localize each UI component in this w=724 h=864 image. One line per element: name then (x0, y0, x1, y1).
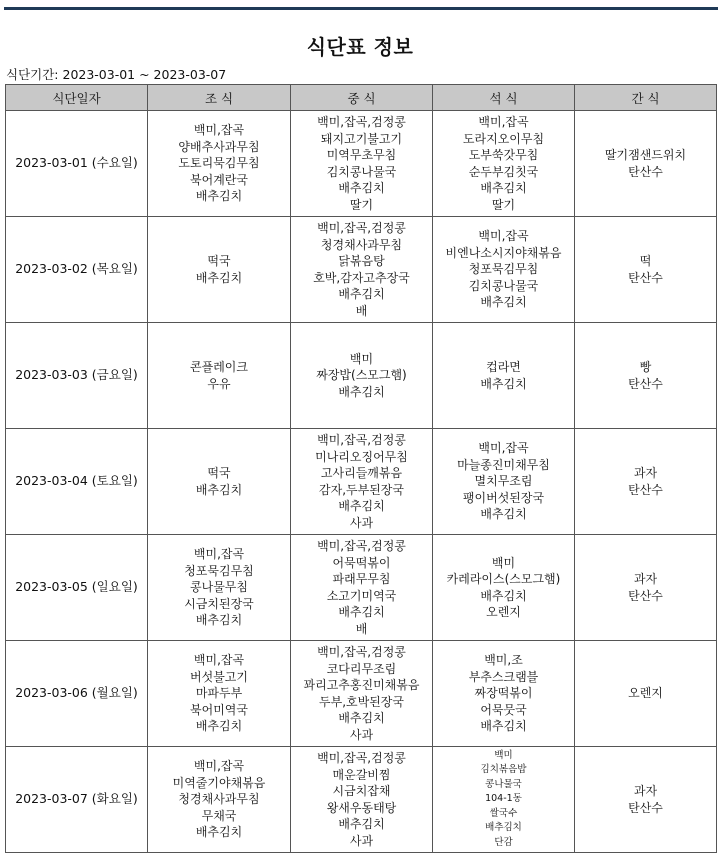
table-row (6, 111, 717, 217)
meal-date: 2023-03-07 (화요일) (6, 747, 148, 853)
cell-breakfast (148, 429, 291, 535)
lunch-item: 호박,감자고추장국 (313, 270, 410, 285)
snack-item: 탄산수 (628, 482, 663, 497)
header-dinner: 석 식 (433, 85, 575, 111)
table-row (6, 217, 717, 323)
lunch-item: 코다리무조림 (326, 661, 397, 676)
breakfast-item: 배추김치 (195, 613, 243, 628)
cell-breakfast (148, 535, 291, 641)
cell-dinner (433, 429, 575, 535)
breakfast-item: 마파두부 (195, 686, 243, 701)
lunch-item: 꽈리고추홍진미채볶음 (303, 678, 420, 692)
lunch-item: 어묵떡볶이 (332, 555, 391, 570)
header-breakfast: 조 식 (148, 85, 291, 111)
cell-breakfast (148, 217, 291, 323)
cell-dinner (433, 535, 575, 641)
cell-dinner (433, 111, 575, 217)
cell-lunch (291, 217, 433, 323)
cell-dinner (433, 217, 575, 323)
dinner-item: 배추김치 (480, 719, 527, 734)
lunch-item: 딸기 (349, 197, 374, 212)
table-header-row (6, 85, 717, 111)
cell-snack (575, 641, 717, 747)
lunch-item: 배추김치 (338, 711, 385, 725)
dinner-item: 백미,잡곡 (478, 441, 529, 456)
breakfast-item: 북어계란국 (190, 172, 248, 187)
header-snack: 간 식 (575, 85, 717, 111)
dinner-item: 배추김치 (480, 181, 527, 195)
cell-lunch (291, 429, 433, 535)
snack-item: 탄산수 (628, 270, 663, 285)
breakfast-item: 버섯불고기 (190, 669, 248, 684)
lunch-item: 미나리오징어무침 (315, 449, 408, 464)
cell-dinner (433, 747, 575, 853)
lunch-item: 사과 (349, 727, 374, 742)
breakfast-item: 도토리묵김무침 (178, 156, 260, 171)
cell-breakfast (148, 323, 291, 429)
dinner-item: 컵라면 (486, 360, 521, 374)
lunch-item: 백미,잡곡,검정콩 (317, 645, 406, 659)
page-title: 식단표 정보 (306, 35, 414, 59)
snack-item: 과자 (633, 466, 658, 480)
cell-snack (575, 111, 717, 217)
dinner-item: 카레라이스(스모그햄) (446, 572, 561, 586)
breakfast-item: 콘플레이크 (190, 360, 248, 374)
lunch-item: 배추김치 (338, 817, 385, 831)
snack-item: 과자 (633, 784, 658, 798)
lunch-item: 왕새우동태탕 (326, 800, 397, 815)
cell-breakfast (148, 641, 291, 747)
lunch-item: 배추김치 (338, 499, 385, 513)
breakfast-item: 북어미역국 (190, 702, 248, 717)
snack-item: 과자 (633, 572, 658, 586)
cell-lunch (291, 641, 433, 747)
meal-date: 2023-03-01 (수요일) (6, 111, 148, 217)
breakfast-item: 떡국 (207, 466, 231, 480)
cell-lunch (291, 535, 433, 641)
dinner-item: 백미,잡곡 (478, 115, 529, 129)
breakfast-item: 백미,잡곡 (193, 653, 245, 668)
lunch-item: 매운갈비찜 (332, 767, 391, 782)
breakfast-item: 무채국 (201, 808, 237, 823)
lunch-item: 청경채사과무침 (320, 237, 403, 252)
dinner-item: 백미 (491, 555, 516, 570)
dinner-item: 멸치무조림 (474, 474, 533, 489)
breakfast-item: 배추김치 (195, 825, 243, 840)
snack-item: 딸기잼샌드위치 (604, 148, 687, 162)
snack-item: 탄산수 (628, 588, 663, 603)
dinner-item: 어묵뭇국 (480, 702, 527, 717)
cell-dinner (433, 641, 575, 747)
lunch-item: 두부,호박된장국 (319, 694, 404, 709)
lunch-item: 배추김치 (338, 384, 385, 399)
lunch-item: 사과 (349, 515, 374, 530)
dinner-item: 딸기 (491, 197, 516, 212)
breakfast-item: 양배추사과무침 (178, 139, 260, 154)
cell-snack (575, 535, 717, 641)
dinner-item: 백미,조 (484, 653, 523, 668)
lunch-item: 배추김치 (338, 287, 385, 301)
lunch-item: 배추김치 (338, 605, 385, 619)
dinner-item: 배추김치 (480, 295, 527, 310)
cell-snack (575, 429, 717, 535)
dinner-item: 104-1동 (485, 793, 522, 805)
dinner-item: 백미 (494, 749, 513, 761)
dinner-item: 도부쑥갓무침 (468, 148, 539, 162)
lunch-item: 고사리들깨볶음 (320, 466, 403, 480)
lunch-item: 백미,잡곡,검정콩 (317, 433, 406, 447)
header-date: 식단일자 (6, 85, 148, 111)
cell-lunch (291, 111, 433, 217)
breakfast-item: 청경채사과무침 (178, 792, 260, 807)
table-row (6, 535, 717, 641)
meal-date: 2023-03-05 (일요일) (6, 535, 148, 641)
dinner-item: 배추김치 (485, 822, 522, 834)
lunch-item: 소고기미역국 (326, 588, 397, 603)
lunch-item: 짜장밥(스모그햄) (316, 368, 407, 383)
dinner-item: 오렌지 (486, 605, 521, 619)
lunch-item: 시금치잡채 (332, 784, 391, 798)
lunch-item: 백미 (349, 351, 374, 366)
breakfast-item: 미역줄기야채볶음 (172, 775, 266, 790)
dinner-item: 짜장떡볶이 (474, 686, 533, 701)
table-row (6, 429, 717, 535)
lunch-item: 감자,두부된장국 (319, 482, 404, 497)
breakfast-item: 청포묵김무침 (184, 563, 254, 578)
dinner-item: 순두부김칫국 (468, 164, 539, 179)
table-row (6, 323, 717, 429)
breakfast-item: 배추김치 (195, 482, 243, 497)
breakfast-item: 배추김치 (195, 270, 243, 285)
cell-breakfast (148, 747, 291, 853)
lunch-item: 백미,잡곡,검정콩 (317, 115, 406, 129)
cell-lunch (291, 323, 433, 429)
dinner-item: 비엔나소시지야채볶음 (445, 245, 562, 260)
snack-item: 떡 (639, 254, 652, 268)
meal-table (5, 84, 717, 853)
lunch-item: 파래무무침 (332, 572, 391, 586)
meal-date: 2023-03-02 (목요일) (6, 217, 148, 323)
dinner-item: 마늘종진미채무침 (457, 457, 550, 472)
breakfast-item: 시금치된장국 (184, 596, 254, 611)
cell-lunch (291, 747, 433, 853)
lunch-item: 백미,잡곡,검정콩 (317, 221, 406, 235)
breakfast-item: 떡국 (207, 254, 231, 268)
breakfast-item: 백미,잡곡 (193, 759, 245, 774)
snack-item: 탄산수 (628, 800, 663, 815)
dinner-item: 팽이버섯된장국 (462, 490, 545, 505)
dinner-item: 부추스크램블 (468, 669, 539, 684)
dinner-item: 도라지오이무침 (462, 131, 545, 146)
dinner-item: 김치볶음밥 (480, 764, 527, 776)
cell-snack (575, 747, 717, 853)
lunch-item: 돼지고기불고기 (320, 131, 403, 146)
meal-date: 2023-03-06 (월요일) (6, 641, 148, 747)
table-row (6, 641, 717, 747)
lunch-item: 닭볶음탕 (338, 254, 385, 268)
header-lunch: 중 식 (291, 85, 433, 111)
lunch-item: 백미,잡곡,검정콩 (317, 539, 406, 553)
breakfast-item: 백미,잡곡 (193, 123, 245, 138)
lunch-item: 배 (355, 621, 368, 636)
dinner-item: 청포묵김무침 (468, 262, 539, 277)
cell-breakfast (148, 111, 291, 217)
lunch-item: 백미,잡곡,검정콩 (317, 751, 406, 765)
breakfast-item: 우유 (207, 376, 231, 391)
meal-date: 2023-03-04 (토요일) (6, 429, 148, 535)
snack-item: 오렌지 (628, 686, 663, 701)
lunch-item: 배추김치 (338, 181, 385, 195)
cell-dinner (433, 323, 575, 429)
meal-date: 2023-03-03 (금요일) (6, 323, 148, 429)
table-row (6, 747, 717, 853)
lunch-item: 김치콩나물국 (326, 164, 397, 179)
dinner-item: 배추김치 (480, 588, 527, 603)
meal-period: 식단기간: 2023-03-01 ~ 2023-03-07 (6, 67, 227, 82)
lunch-item: 사과 (349, 833, 374, 848)
dinner-item: 배추김치 (480, 507, 527, 522)
dinner-item: 콩나물국 (485, 778, 522, 790)
cell-snack (575, 323, 717, 429)
cell-snack (575, 217, 717, 323)
top-accent-bar (4, 7, 718, 10)
dinner-item: 쌀국수 (489, 807, 518, 819)
dinner-item: 배추김치 (480, 376, 527, 391)
lunch-item: 배 (355, 303, 368, 318)
breakfast-item: 백미,잡곡 (193, 547, 245, 562)
snack-item: 탄산수 (628, 164, 663, 179)
dinner-item: 백미,잡곡 (478, 229, 529, 244)
dinner-item: 김치콩나물국 (468, 278, 539, 293)
snack-item: 빵 (639, 360, 652, 374)
snack-item: 탄산수 (628, 376, 663, 391)
dinner-item: 단감 (494, 836, 513, 848)
lunch-item: 미역무초무침 (326, 148, 397, 162)
breakfast-item: 배추김치 (195, 189, 243, 204)
breakfast-item: 콩나물무침 (190, 580, 248, 595)
breakfast-item: 배추김치 (195, 719, 243, 734)
